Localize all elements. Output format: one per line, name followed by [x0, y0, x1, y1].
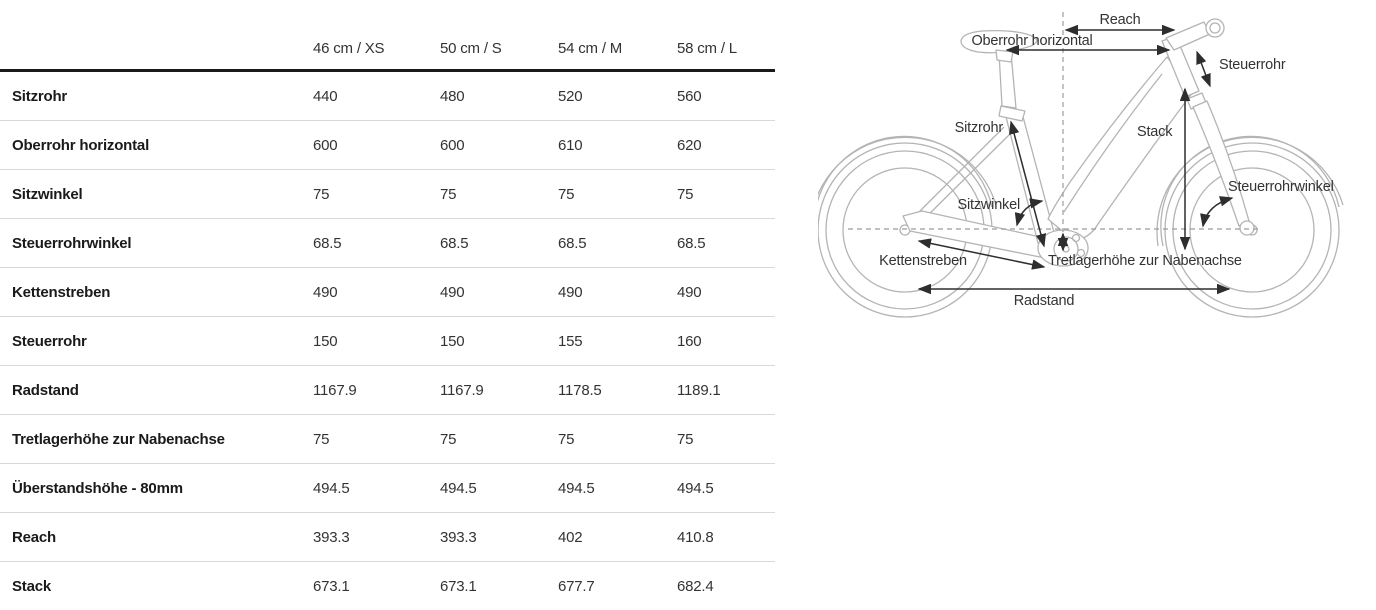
row-value: 620: [677, 136, 702, 154]
table-row: [0, 562, 775, 610]
table-row: [0, 317, 775, 366]
row-value: 68.5: [440, 234, 469, 252]
row-value: 75: [440, 430, 457, 448]
steuerrohrwinkel-arc: [1203, 198, 1232, 226]
diagram-label-oberrohr: Oberrohr horizontal: [971, 33, 1093, 49]
diagram-label-steuerrohrwinkel: Steuerrohrwinkel: [1228, 179, 1334, 195]
seat-tube: [1004, 109, 1056, 243]
diagram-label-tretlagerhoehe: Tretlagerhöhe zur Nabenachse: [1048, 253, 1242, 269]
diagram-label-steuerrohr: Steuerrohr: [1219, 57, 1286, 73]
fork: [1193, 101, 1249, 226]
table-row: [0, 464, 775, 513]
row-value: 494.5: [313, 479, 350, 497]
row-label: Steuerrohrwinkel: [12, 234, 132, 252]
row-value: 600: [313, 136, 338, 154]
row-value: 150: [440, 332, 465, 350]
row-value: 1189.1: [677, 381, 721, 399]
row-value: 673.1: [313, 577, 350, 595]
row-value: 155: [558, 332, 583, 350]
row-value: 494.5: [677, 479, 714, 497]
row-value: 393.3: [313, 528, 350, 546]
row-value: 490: [313, 283, 338, 301]
row-label: Steuerrohr: [12, 332, 87, 350]
diagram-label-reach: Reach: [1099, 12, 1141, 28]
row-value: 75: [440, 185, 457, 203]
row-value: 490: [440, 283, 465, 301]
diagram-label-sitzrohr: Sitzrohr: [954, 120, 1003, 136]
column-header-size-m: 54 cm / M: [558, 40, 623, 57]
row-value: 1178.5: [558, 381, 602, 399]
row-value: 560: [677, 87, 702, 105]
row-value: 68.5: [313, 234, 342, 252]
row-value: 75: [677, 430, 694, 448]
row-label: Reach: [12, 528, 57, 546]
row-value: 673.1: [440, 577, 477, 595]
table-row: [0, 366, 775, 415]
row-value: 75: [558, 185, 575, 203]
row-label: Radstand: [12, 381, 79, 399]
row-label: Kettenstreben: [12, 283, 111, 301]
row-value: 402: [558, 528, 583, 546]
row-value: 440: [313, 87, 338, 105]
row-value: 480: [440, 87, 465, 105]
row-value: 160: [677, 332, 702, 350]
diagram-label-stack: Stack: [1137, 124, 1173, 140]
stem: [1166, 22, 1210, 50]
table-row: [0, 513, 775, 562]
row-value: 75: [558, 430, 575, 448]
row-value: 494.5: [440, 479, 477, 497]
row-value: 1167.9: [440, 381, 484, 399]
table-row: [0, 268, 775, 317]
row-value: 393.3: [440, 528, 477, 546]
column-header-size-l: 58 cm / L: [677, 40, 737, 57]
row-value: 68.5: [558, 234, 587, 252]
row-value: 600: [440, 136, 465, 154]
table-header-row: [0, 0, 775, 72]
row-label: Tretlagerhöhe zur Nabenachse: [12, 430, 225, 448]
row-value: 610: [558, 136, 583, 154]
row-value: 410.8: [677, 528, 714, 546]
table-row: [0, 219, 775, 268]
row-value: 682.4: [677, 577, 714, 595]
row-label: Überstandshöhe - 80mm: [12, 479, 183, 497]
row-value: 490: [677, 283, 702, 301]
row-value: 150: [313, 332, 338, 350]
row-value: 520: [558, 87, 583, 105]
steuerrohr-arrow: [1197, 52, 1210, 86]
column-header-size-xs: 46 cm / XS: [313, 40, 385, 57]
row-value: 494.5: [558, 479, 595, 497]
table-row: [0, 170, 775, 219]
row-value: 75: [677, 185, 694, 203]
column-header-size-s: 50 cm / S: [440, 40, 502, 57]
diagram-label-sitzwinkel: Sitzwinkel: [957, 197, 1020, 213]
row-label: Stack: [12, 577, 52, 595]
diagram-label-radstand: Radstand: [1013, 293, 1075, 309]
row-label: Sitzrohr: [12, 87, 68, 105]
table-row: [0, 72, 775, 121]
row-label: Sitzwinkel: [12, 185, 83, 203]
down-tube: [1048, 57, 1193, 241]
bike-geometry-diagram: [818, 0, 1376, 500]
diagram-label-kettenstreben: Kettenstreben: [879, 253, 967, 269]
row-value: 75: [313, 430, 330, 448]
row-value: 677.7: [558, 577, 595, 595]
row-value: 68.5: [677, 234, 706, 252]
table-row: [0, 121, 775, 170]
row-value: 490: [558, 283, 583, 301]
table-row: [0, 415, 775, 464]
row-value: 1167.9: [313, 381, 357, 399]
row-value: 75: [313, 185, 330, 203]
row-label: Oberrohr horizontal: [12, 136, 150, 154]
